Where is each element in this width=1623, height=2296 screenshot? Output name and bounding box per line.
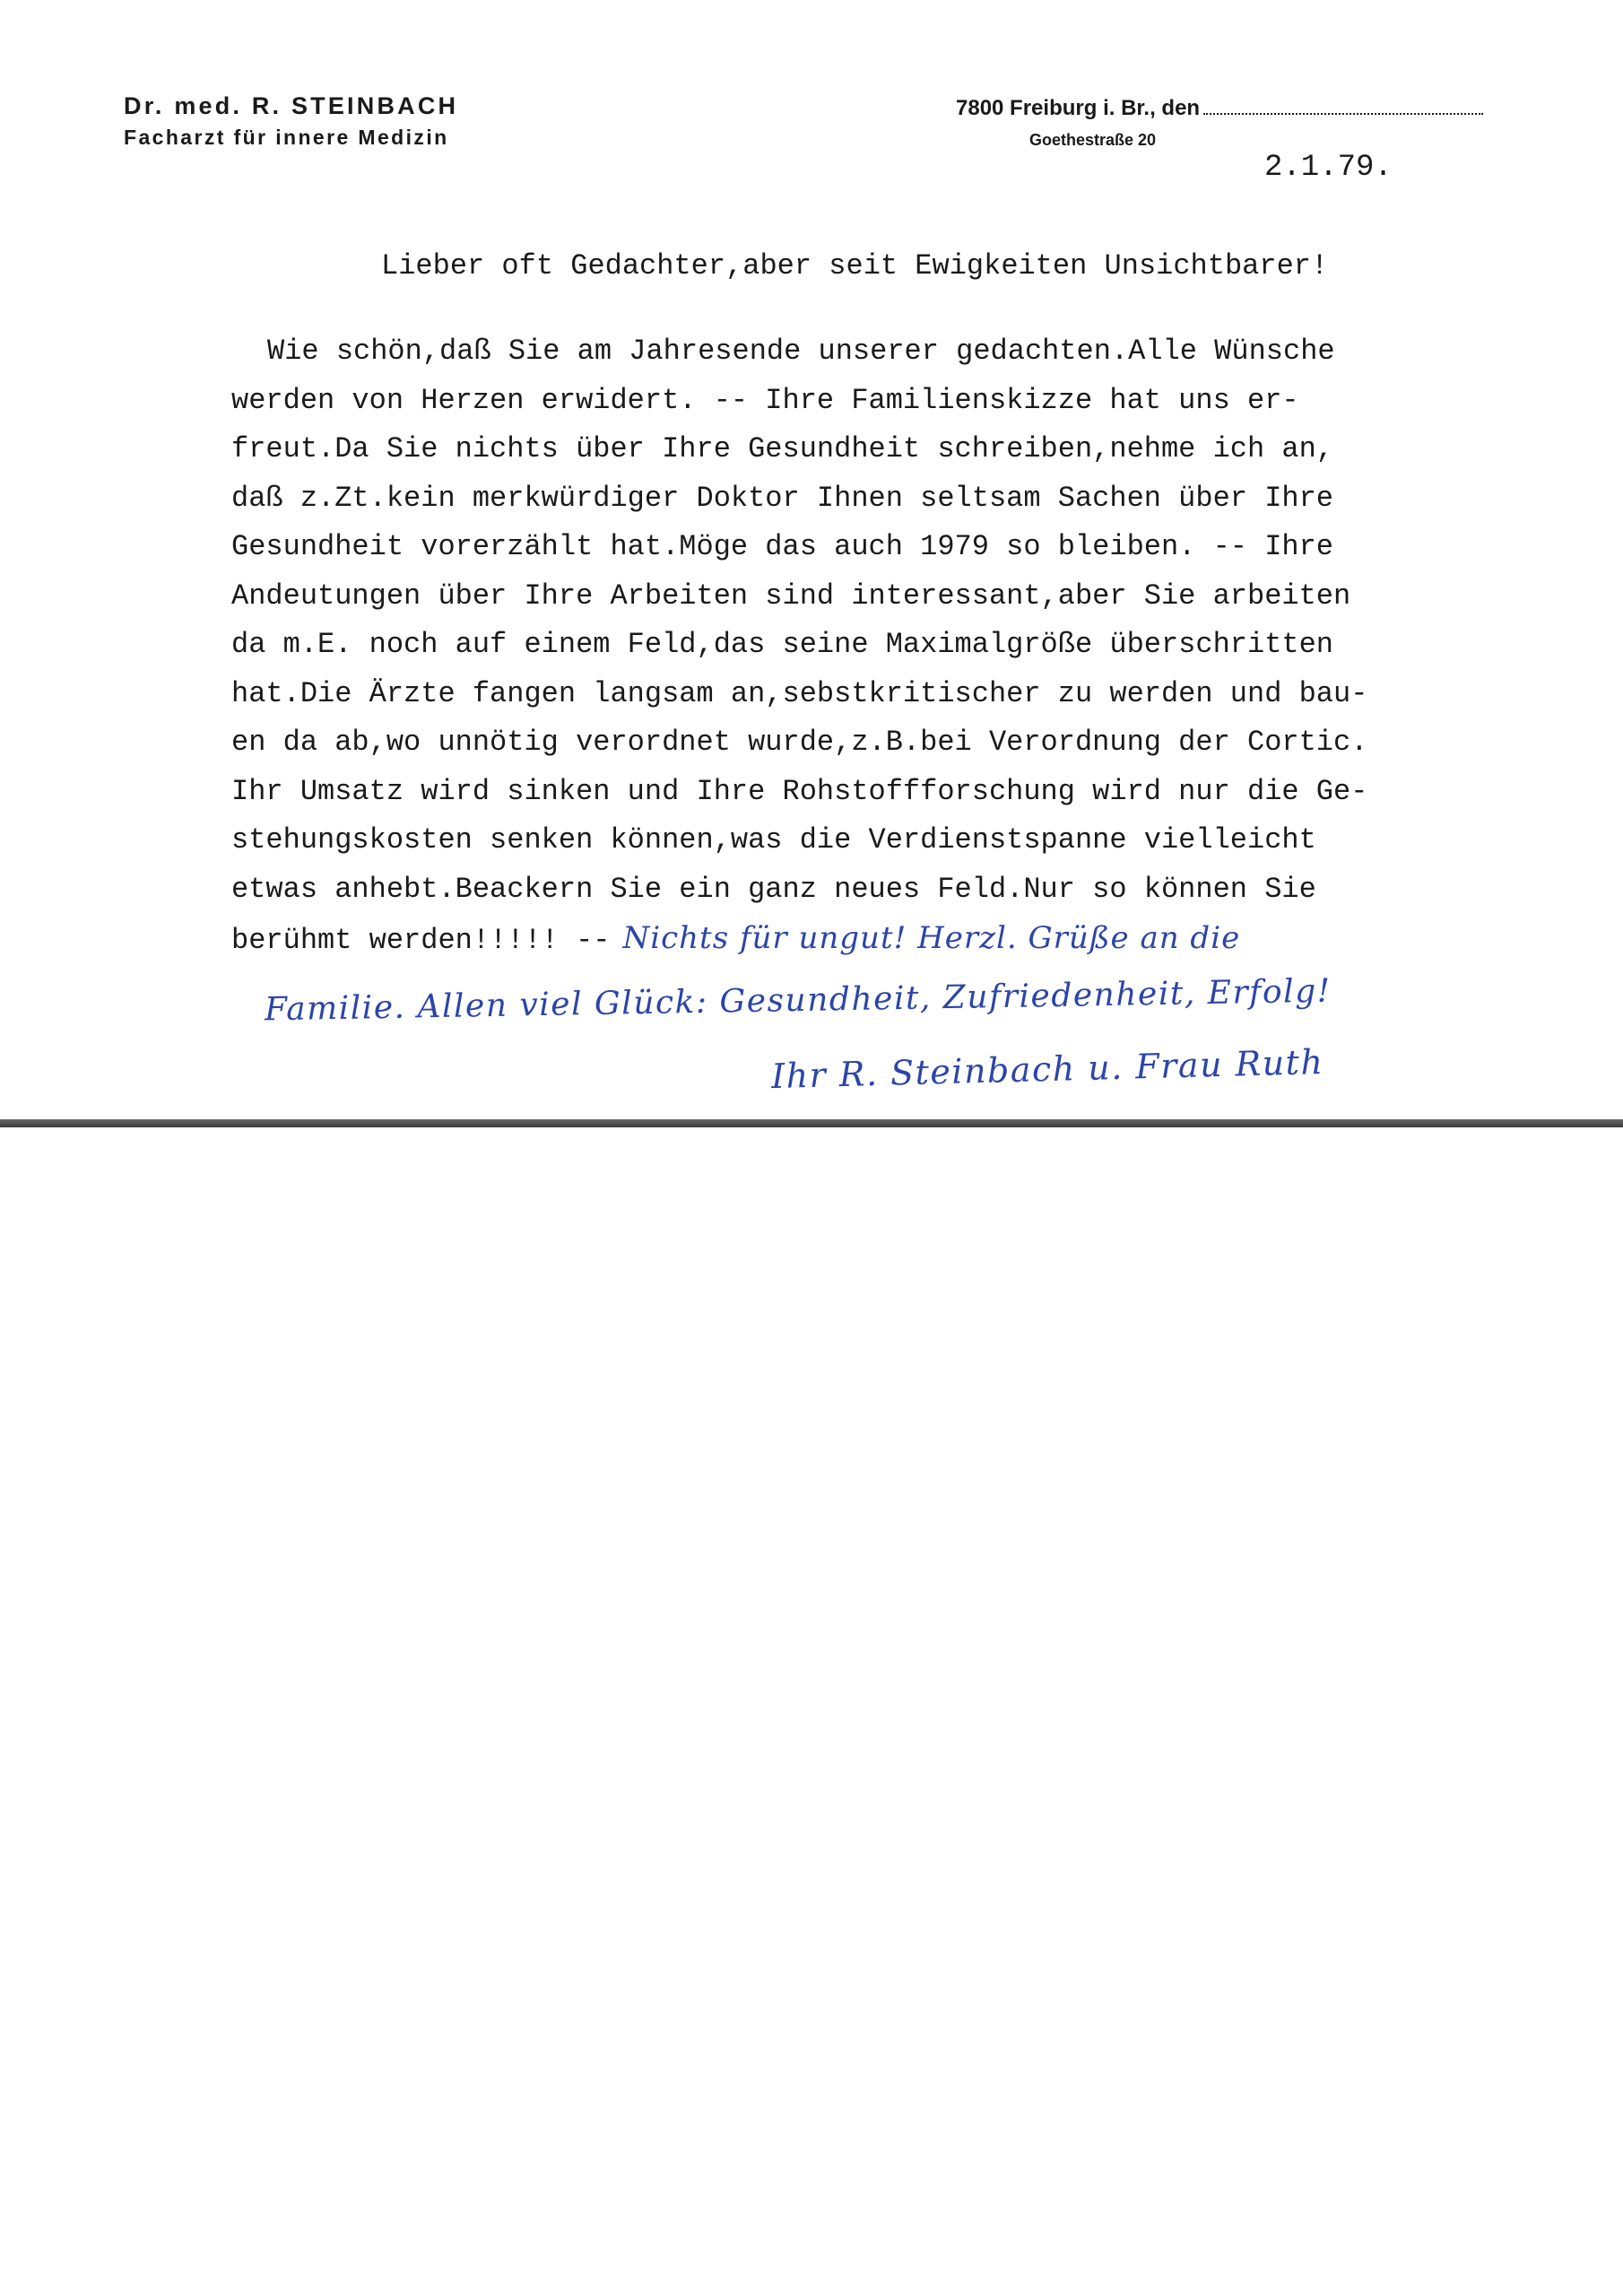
place-text: 7800 Freiburg i. Br., den — [956, 96, 1201, 120]
letterhead-sender — [124, 90, 458, 152]
salutation: Lieber oft Gedachter,aber seit Ewigkeiten Unsichtbarer! — [381, 249, 1329, 283]
handwritten-note-line-1: Nichts für ungut! Herzl. Grüße an die — [622, 920, 1241, 956]
body-line: Gesundheit vorerzählt hat.Möge das auch 1979 so bleiben. -- Ihre — [231, 530, 1333, 563]
handwritten-note-line-2: Familie. Allen viel Glück: Gesundheit, Zufriedenheit, Erfolg! — [264, 972, 1332, 1029]
body-line: en da ab,wo unnötig verordnet wurde,z.B.bei Verordnung der Cortic. — [231, 726, 1368, 759]
letter-date: 2.1.79. — [1264, 151, 1393, 185]
body-closing-text: berühmt werden!!!!! -- — [231, 924, 611, 957]
body-line-last — [231, 914, 1367, 963]
card-bottom-edge — [0, 1119, 1623, 1127]
letter-card — [0, 0, 1623, 1121]
body-line: stehungskosten senken können,was die Verdienstspanne vielleicht — [231, 823, 1316, 857]
body-line: da m.E. noch auf einem Feld,das seine Maximalgröße überschritten — [231, 628, 1333, 661]
body-line: daß z.Zt.kein merkwürdiger Doktor Ihnen seltsam Sachen über Ihre — [231, 481, 1333, 515]
body-line: Andeutungen über Ihre Arbeiten sind interessant,aber Sie arbeiten — [231, 578, 1351, 613]
body-line: hat.Die Ärzte fangen langsam an,sebstkritischer zu werden und bau- — [231, 676, 1368, 710]
date-dotted-line — [1203, 113, 1483, 115]
body-line: Wie schön,daß Sie am Jahresende unserer gedachten.Alle Wünsche — [267, 335, 1335, 368]
body-line: Ihr Umsatz wird sinken und Ihre Rohstoffforschung wird nur die Ge- — [231, 774, 1368, 808]
handwritten-signature: Ihr R. Steinbach u. Frau Ruth — [770, 1041, 1324, 1097]
letterhead-place — [956, 95, 1483, 122]
letter-body — [231, 327, 1367, 963]
body-line: etwas anhebt.Beackern Sie ein ganz neues Feld.Nur so können Sie — [231, 872, 1316, 906]
body-line: freut.Da Sie nichts über Ihre Gesundheit schreiben,nehme ich an, — [231, 432, 1333, 465]
sender-name: Dr. med. R. STEINBACH — [124, 92, 459, 119]
sender-title: Facharzt für innere Medizin — [124, 126, 449, 149]
letterhead-street: Goethestraße 20 — [1029, 131, 1157, 149]
body-line: werden von Herzen erwidert. -- Ihre Familienskizze hat uns er- — [231, 383, 1299, 417]
